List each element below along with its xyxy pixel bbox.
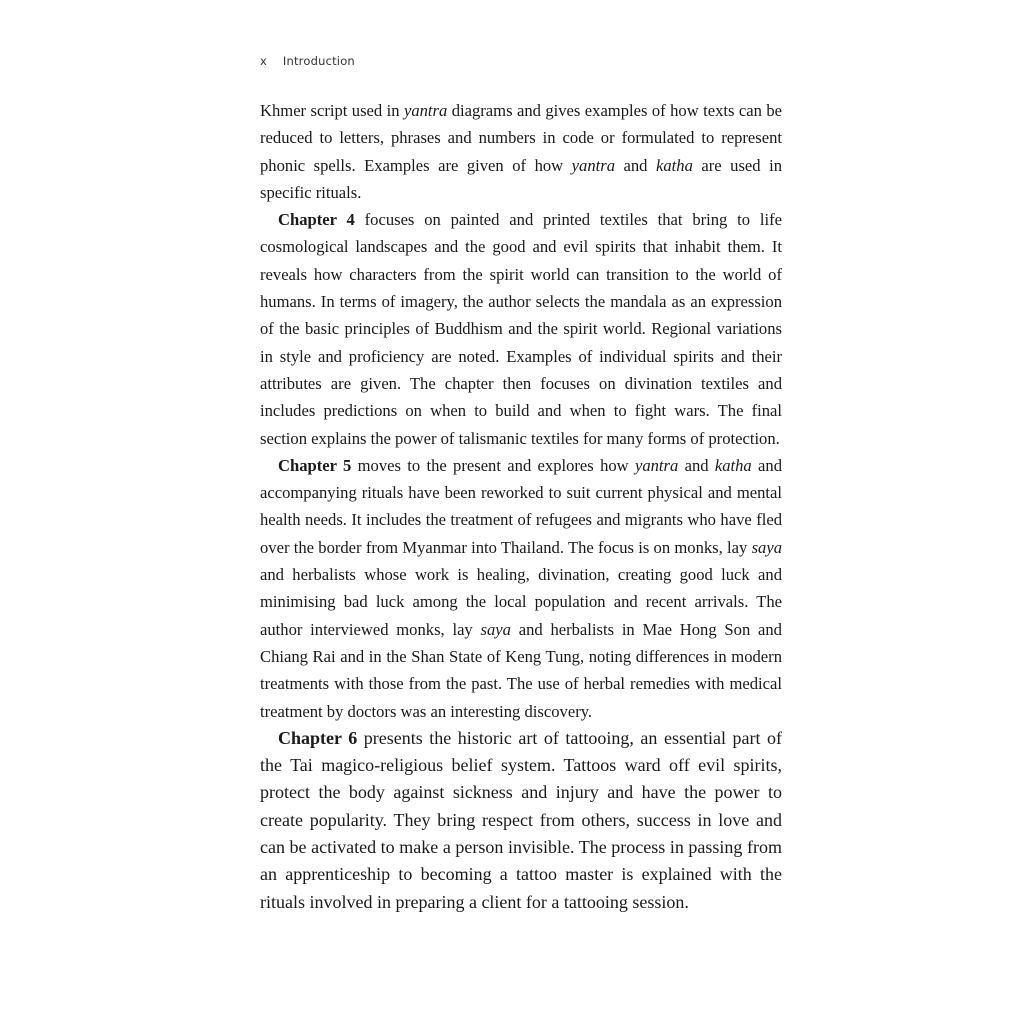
running-head: [260, 54, 355, 68]
chapter-heading: Chapter 4: [278, 210, 355, 230]
running-head-title: Introduction: [282, 54, 355, 68]
italic-term: yantra: [634, 455, 679, 475]
italic-term: saya: [480, 619, 511, 639]
paragraph-chapter-6: Chapter 6 presents the historic art of tattooing, an essential part of the Tai magico-religious belief system. Tattoos ward off evil spirits, protect the body against sickness and injury and have the power to create popularity. They bring respect from others, success in love and can be activated to make a person invisible. The process in passing from an apprenticeship to becoming a tattoo master is explained with the rituals involved in preparing a client for a tattooing session.: [260, 727, 783, 912]
chapter-heading: Chapter 5: [278, 455, 352, 475]
italic-term: saya: [751, 537, 782, 557]
page-number: x: [260, 54, 268, 68]
italic-term: katha: [714, 455, 752, 475]
paragraph-continuation: Khmer script used in yantra diagrams and gives examples of how texts can be reduced to letters, phrases and numbers in code or formulated to represent phonic spells. Examples are given of how yantra and katha are used in specific rituals.: [260, 101, 782, 202]
paragraph-chapter-4: Chapter 4 focuses on painted and printed textiles that bring to life cosmological landscapes and the good and evil spirits that inhabit them. It reveals how characters from the spirit world can transition to the world of humans. In terms of imagery, the author selects the mandala as an expression of the basic principles of Buddhism and the spirit world. Regional variations in style and proficiency are noted. Examples of individual spirits and their attributes are given. The chapter then focuses on divination textiles and includes predictions on when to build and when to fight wars. The final section explains the power of talismanic textiles for many forms of protection.: [260, 210, 783, 448]
italic-term: katha: [656, 155, 693, 175]
italic-term: yantra: [571, 155, 615, 175]
italic-term: yantra: [403, 101, 448, 120]
chapter-heading: Chapter 6: [278, 727, 358, 748]
body-text: [260, 97, 782, 916]
paragraph-chapter-5: Chapter 5 moves to the present and explores how yantra and katha and accompanying rituals have been reworked to suit current physical and mental health needs. It includes the treatment of refugees and migrants who have fled over the border from Myanmar into Thailand. The focus is on monks, lay saya and herbalists whose work is healing, divination, creating good luck and minimising bad luck among the local population and recent arrivals. The author interviewed monks, lay saya and herbalists in Mae Hong Son and Chiang Rai and in the Shan State of Keng Tung, noting differences in modern treatments with those from the past. The use of herbal remedies with medical treatment by doctors was an interesting discovery.: [260, 455, 783, 721]
book-page: [260, 0, 782, 1024]
